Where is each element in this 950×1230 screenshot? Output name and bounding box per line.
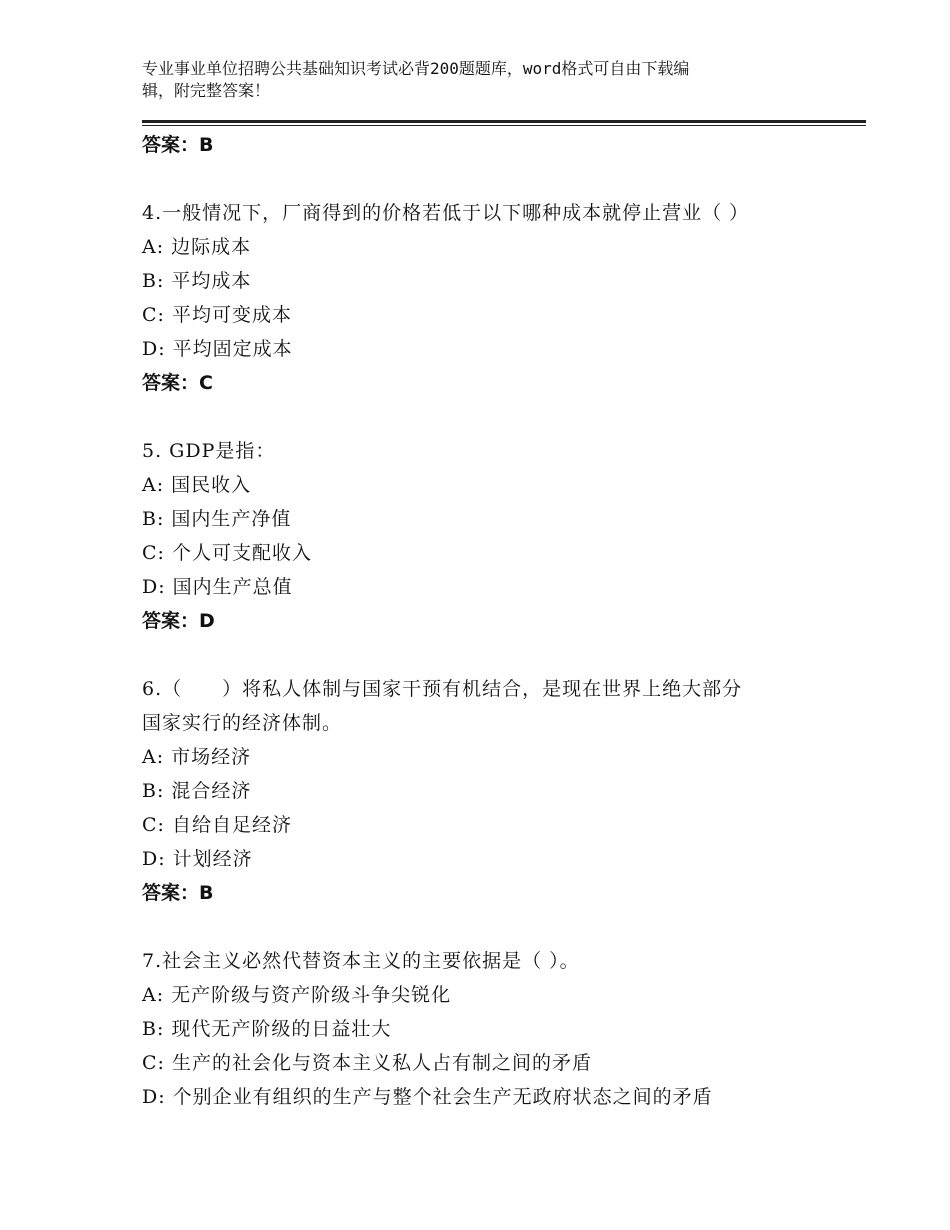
spacer (142, 638, 866, 672)
option-item: A: 国民收入 (142, 474, 252, 496)
spacer (142, 400, 866, 434)
header-line-1: 专业事业单位招聘公共基础知识考试必背200题题库，word格式可自由下载编 (142, 59, 690, 78)
answer-line: 答案：B (142, 134, 214, 156)
answer-line: 答案：C (142, 372, 213, 394)
header-line-2: 辑，附完整答案！ (142, 81, 271, 100)
spacer (142, 162, 866, 196)
option-item: C: 生产的社会化与资本主义私人占有制之间的矛盾 (142, 1052, 592, 1074)
option-item: C: 自给自足经济 (142, 814, 292, 836)
question-text: 5. GDP是指： (142, 440, 276, 462)
option-item: B: 国内生产净值 (142, 508, 292, 530)
option-item: A: 市场经济 (142, 746, 252, 768)
question-text: 国家实行的经济体制。 (142, 712, 343, 734)
question-list (142, 128, 866, 1114)
option-item: B: 现代无产阶级的日益壮大 (142, 1018, 392, 1040)
option-item: D: 平均固定成本 (142, 338, 293, 360)
header-rule-thin (142, 125, 866, 126)
option-item: D: 国内生产总值 (142, 576, 293, 598)
question-text: 7.社会主义必然代替资本主义的主要依据是（ ）。 (142, 950, 580, 972)
option-item: C: 个人可支配收入 (142, 542, 312, 564)
answer-line: 答案：D (142, 610, 215, 632)
option-item: A: 无产阶级与资产阶级斗争尖锐化 (142, 984, 452, 1006)
page-header (142, 58, 822, 102)
option-item: B: 混合经济 (142, 780, 252, 802)
option-item: A: 边际成本 (142, 236, 252, 258)
question-text: 6.（ ）将私人体制与国家干预有机结合，是现在世界上绝大部分 (142, 678, 743, 700)
option-item: D: 计划经济 (142, 848, 253, 870)
option-item: B: 平均成本 (142, 270, 252, 292)
question-text: 4.一般情况下，厂商得到的价格若低于以下哪种成本就停止营业（ ） (142, 202, 750, 224)
answer-line: 答案：B (142, 882, 214, 904)
spacer (142, 910, 866, 944)
option-item: D: 个别企业有组织的生产与整个社会生产无政府状态之间的矛盾 (142, 1086, 713, 1108)
header-rule-thick (142, 120, 866, 123)
option-item: C: 平均可变成本 (142, 304, 292, 326)
